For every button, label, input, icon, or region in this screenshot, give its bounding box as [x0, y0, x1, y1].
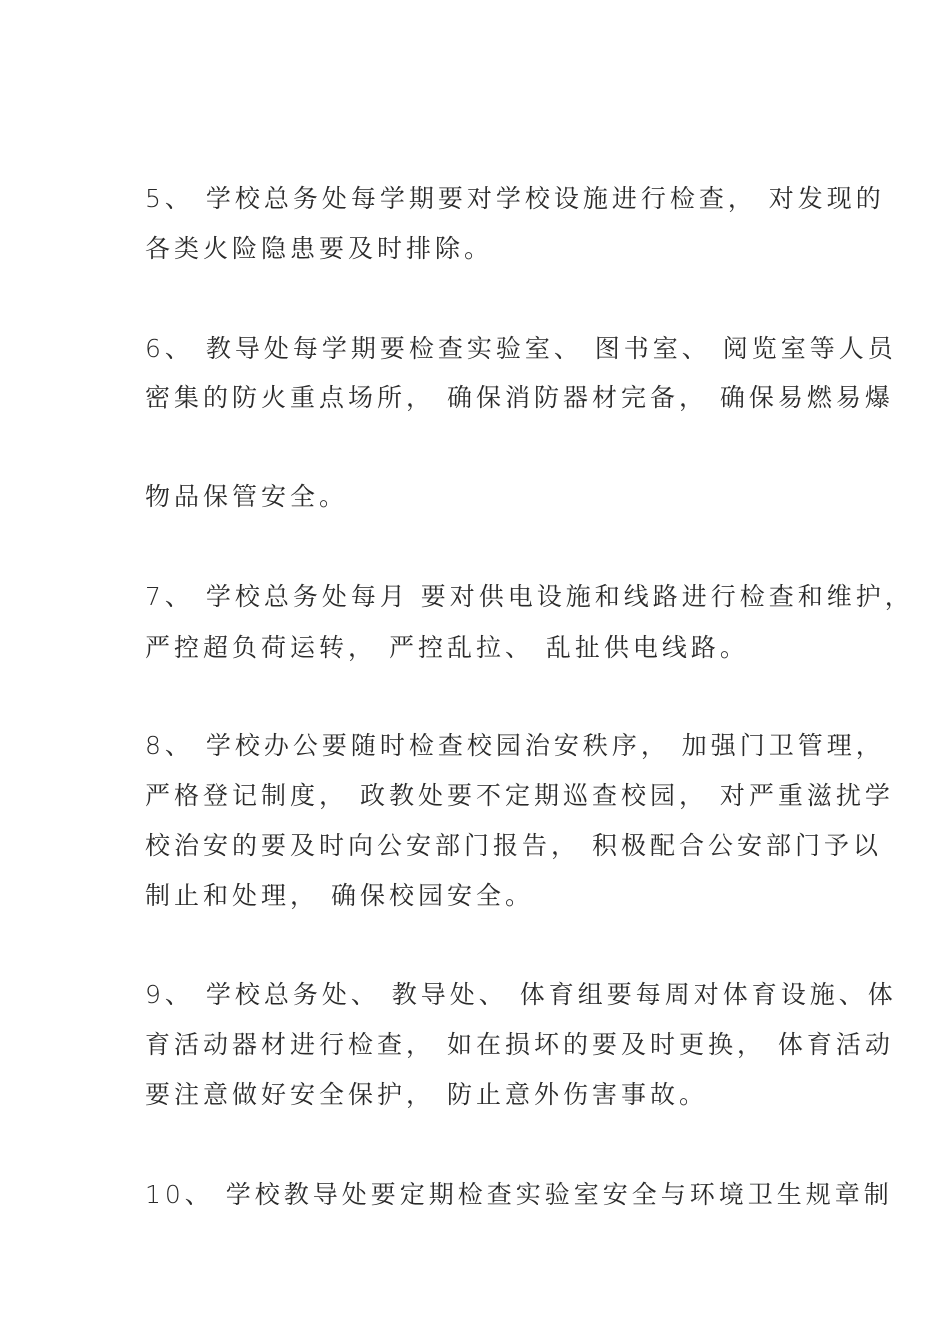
text-line: 校治安的要及时向公安部门报告， 积极配合公安部门予以 — [145, 831, 882, 860]
text-line: 要注意做好安全保护， 防止意外伤害事故。 — [145, 1080, 708, 1109]
text-line: 6、 教导处每学期要检查实验室、 图书室、 阅览室等人员 — [145, 334, 897, 363]
text-line: 育活动器材进行检查， 如在损坏的要及时更换， 体育活动 — [145, 1030, 894, 1059]
text-line: 物品保管安全。 — [145, 482, 349, 511]
text-line: 8、 学校办公要随时检查校园治安秩序， 加强门卫管理， — [145, 731, 885, 760]
text-line: 7、 学校总务处每月 要对供电设施和线路进行检查和维护， — [145, 582, 914, 611]
text-line: 严格登记制度， 政教处要不定期巡查校园， 对严重滋扰学 — [145, 781, 894, 810]
text-line: 10、 学校教导处要定期检查实验室安全与环境卫生规章制 — [145, 1180, 893, 1209]
text-line: 各类火险隐患要及时排除。 — [145, 234, 494, 263]
text-line: 制止和处理， 确保校园安全。 — [145, 881, 534, 910]
text-line: 9、 学校总务处、 教导处、 体育组要每周对体育设施、体 — [145, 980, 897, 1009]
text-line: 密集的防火重点场所， 确保消防器材完备， 确保易燃易爆 — [145, 383, 894, 412]
text-line: 5、 学校总务处每学期要对学校设施进行检查， 对发现的 — [145, 184, 885, 213]
text-line: 严控超负荷运转， 严控乱拉、 乱扯供电线路。 — [145, 633, 749, 662]
